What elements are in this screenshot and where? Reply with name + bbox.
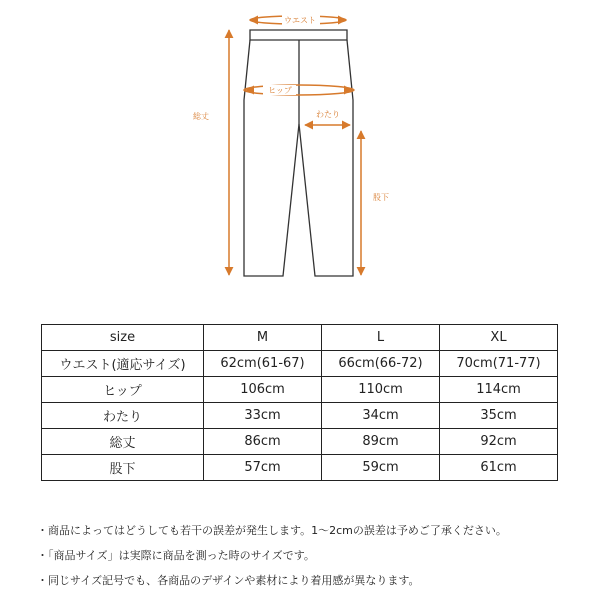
table-cell: 61cm (440, 455, 558, 481)
header-cell: XL (440, 325, 558, 351)
table-row (42, 351, 558, 377)
table-cell: 62cm(61-67) (204, 351, 322, 377)
header-cell: M (204, 325, 322, 351)
row-label: ウエスト(適応サイズ) (42, 351, 204, 377)
row-label: 総丈 (42, 429, 204, 455)
table-cell: 110cm (322, 377, 440, 403)
table-cell: 70cm(71-77) (440, 351, 558, 377)
pants-outline (244, 30, 353, 276)
row-label: ヒップ (42, 377, 204, 403)
header-cell: size (42, 325, 204, 351)
table-cell: 34cm (322, 403, 440, 429)
table-row (42, 377, 558, 403)
waist-label: ウエスト (284, 16, 316, 25)
table-cell: 114cm (440, 377, 558, 403)
thigh-label: わたり (316, 110, 340, 119)
table-cell: 106cm (204, 377, 322, 403)
inseam-label: 股下 (373, 193, 389, 202)
row-label: 股下 (42, 455, 204, 481)
waist-measure (250, 15, 346, 25)
note-line: ・「商品サイズ」は実際に商品を測った時のサイズです。 (37, 549, 315, 562)
thigh-measure (305, 110, 350, 125)
note-line: ・同じサイズ記号でも、各商品のデザインや素材により着用感が異なります。 (37, 574, 420, 587)
table-cell: 59cm (322, 455, 440, 481)
table-cell: 33cm (204, 403, 322, 429)
table-row (42, 403, 558, 429)
inseam-measure (361, 131, 389, 275)
size-table (41, 324, 558, 481)
table-cell: 92cm (440, 429, 558, 455)
notes-section (37, 518, 577, 593)
header-cell: L (322, 325, 440, 351)
length-label: 総丈 (193, 112, 209, 121)
table-cell: 66cm(66-72) (322, 351, 440, 377)
table-cell: 89cm (322, 429, 440, 455)
table-row (42, 455, 558, 481)
length-measure (193, 30, 229, 275)
table-row (42, 429, 558, 455)
table-cell: 57cm (204, 455, 322, 481)
hip-label: ヒップ (268, 86, 292, 95)
note-line: ・商品によってはどうしても若干の誤差が発生します。1〜2cmの誤差は予めご了承ください。 (37, 524, 507, 537)
table-cell: 86cm (204, 429, 322, 455)
table-cell: 35cm (440, 403, 558, 429)
row-label: わたり (42, 403, 204, 429)
table-header-row (42, 325, 558, 351)
